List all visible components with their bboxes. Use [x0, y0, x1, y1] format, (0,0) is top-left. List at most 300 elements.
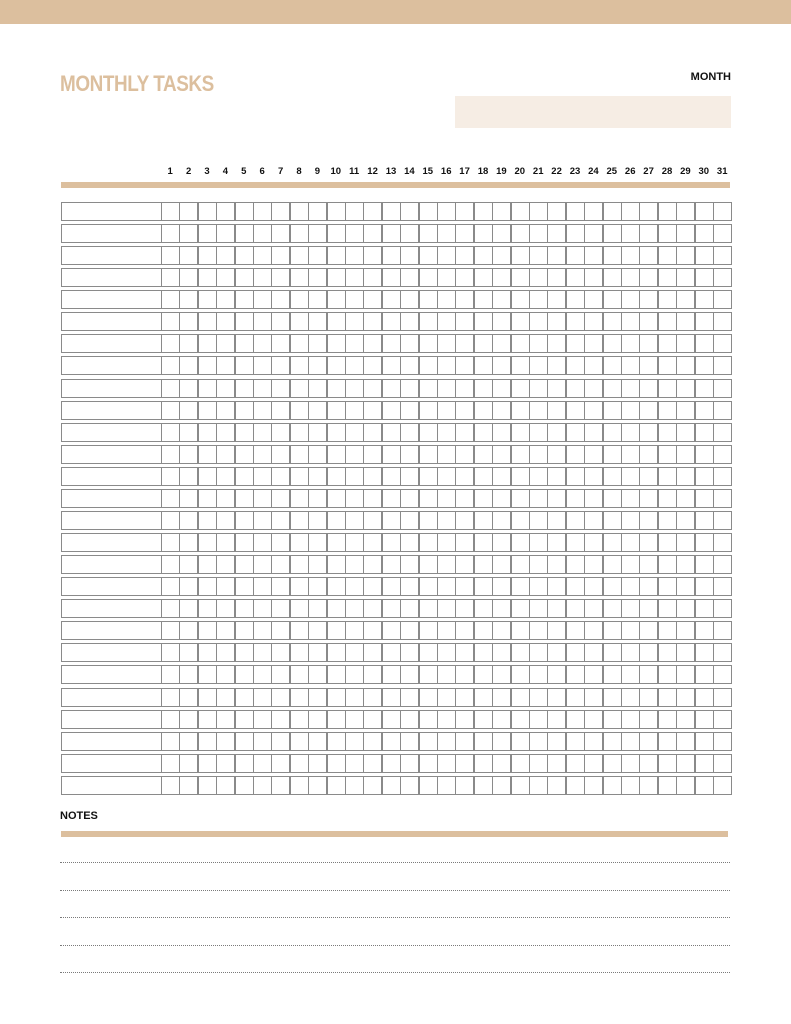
- day-checkbox-9[interactable]: [308, 688, 327, 707]
- day-checkbox-30[interactable]: [695, 290, 714, 309]
- day-checkbox-19[interactable]: [492, 379, 511, 398]
- day-checkbox-5[interactable]: [235, 732, 254, 751]
- day-checkbox-11[interactable]: [345, 555, 364, 574]
- task-name-cell[interactable]: [61, 643, 162, 662]
- day-checkbox-18[interactable]: [474, 312, 493, 331]
- day-checkbox-16[interactable]: [437, 710, 456, 729]
- day-checkbox-18[interactable]: [474, 643, 493, 662]
- day-checkbox-1[interactable]: [161, 665, 180, 684]
- day-checkbox-18[interactable]: [474, 423, 493, 442]
- day-checkbox-30[interactable]: [695, 312, 714, 331]
- day-checkbox-22[interactable]: [547, 754, 566, 773]
- day-checkbox-29[interactable]: [676, 555, 695, 574]
- task-name-cell[interactable]: [61, 754, 162, 773]
- day-checkbox-22[interactable]: [547, 224, 566, 243]
- day-checkbox-14[interactable]: [400, 445, 419, 464]
- day-checkbox-24[interactable]: [584, 467, 603, 486]
- day-checkbox-6[interactable]: [253, 621, 272, 640]
- day-checkbox-14[interactable]: [400, 379, 419, 398]
- day-checkbox-29[interactable]: [676, 379, 695, 398]
- day-checkbox-2[interactable]: [179, 710, 198, 729]
- day-checkbox-28[interactable]: [658, 467, 677, 486]
- day-checkbox-23[interactable]: [566, 511, 585, 530]
- day-checkbox-31[interactable]: [713, 401, 732, 420]
- day-checkbox-20[interactable]: [511, 665, 530, 684]
- day-checkbox-4[interactable]: [216, 489, 235, 508]
- day-checkbox-14[interactable]: [400, 224, 419, 243]
- day-checkbox-10[interactable]: [327, 621, 346, 640]
- day-checkbox-4[interactable]: [216, 732, 235, 751]
- day-checkbox-28[interactable]: [658, 732, 677, 751]
- day-checkbox-12[interactable]: [363, 489, 382, 508]
- day-checkbox-22[interactable]: [547, 379, 566, 398]
- day-checkbox-25[interactable]: [603, 621, 622, 640]
- day-checkbox-21[interactable]: [529, 511, 548, 530]
- day-checkbox-8[interactable]: [290, 776, 309, 795]
- day-checkbox-25[interactable]: [603, 599, 622, 618]
- day-checkbox-23[interactable]: [566, 621, 585, 640]
- day-checkbox-16[interactable]: [437, 688, 456, 707]
- day-checkbox-19[interactable]: [492, 665, 511, 684]
- day-checkbox-15[interactable]: [419, 246, 438, 265]
- day-checkbox-1[interactable]: [161, 290, 180, 309]
- day-checkbox-27[interactable]: [639, 621, 658, 640]
- task-name-cell[interactable]: [61, 246, 162, 265]
- day-checkbox-13[interactable]: [382, 401, 401, 420]
- day-checkbox-7[interactable]: [271, 445, 290, 464]
- day-checkbox-8[interactable]: [290, 401, 309, 420]
- day-checkbox-28[interactable]: [658, 290, 677, 309]
- day-checkbox-19[interactable]: [492, 202, 511, 221]
- task-name-cell[interactable]: [61, 334, 162, 353]
- day-checkbox-6[interactable]: [253, 688, 272, 707]
- day-checkbox-21[interactable]: [529, 489, 548, 508]
- day-checkbox-24[interactable]: [584, 202, 603, 221]
- day-checkbox-18[interactable]: [474, 356, 493, 375]
- day-checkbox-19[interactable]: [492, 688, 511, 707]
- day-checkbox-3[interactable]: [198, 202, 217, 221]
- day-checkbox-1[interactable]: [161, 710, 180, 729]
- day-checkbox-15[interactable]: [419, 511, 438, 530]
- day-checkbox-10[interactable]: [327, 290, 346, 309]
- day-checkbox-18[interactable]: [474, 599, 493, 618]
- day-checkbox-8[interactable]: [290, 710, 309, 729]
- day-checkbox-8[interactable]: [290, 290, 309, 309]
- day-checkbox-26[interactable]: [621, 268, 640, 287]
- day-checkbox-31[interactable]: [713, 423, 732, 442]
- day-checkbox-11[interactable]: [345, 356, 364, 375]
- day-checkbox-1[interactable]: [161, 643, 180, 662]
- day-checkbox-14[interactable]: [400, 599, 419, 618]
- day-checkbox-21[interactable]: [529, 379, 548, 398]
- day-checkbox-19[interactable]: [492, 268, 511, 287]
- day-checkbox-25[interactable]: [603, 401, 622, 420]
- day-checkbox-27[interactable]: [639, 577, 658, 596]
- day-checkbox-31[interactable]: [713, 533, 732, 552]
- day-checkbox-1[interactable]: [161, 423, 180, 442]
- day-checkbox-27[interactable]: [639, 334, 658, 353]
- day-checkbox-31[interactable]: [713, 268, 732, 287]
- day-checkbox-13[interactable]: [382, 268, 401, 287]
- day-checkbox-12[interactable]: [363, 533, 382, 552]
- day-checkbox-22[interactable]: [547, 688, 566, 707]
- day-checkbox-6[interactable]: [253, 577, 272, 596]
- day-checkbox-16[interactable]: [437, 754, 456, 773]
- day-checkbox-27[interactable]: [639, 688, 658, 707]
- month-input[interactable]: [455, 96, 731, 128]
- day-checkbox-21[interactable]: [529, 754, 548, 773]
- day-checkbox-31[interactable]: [713, 202, 732, 221]
- day-checkbox-15[interactable]: [419, 555, 438, 574]
- day-checkbox-24[interactable]: [584, 401, 603, 420]
- day-checkbox-10[interactable]: [327, 379, 346, 398]
- day-checkbox-9[interactable]: [308, 467, 327, 486]
- day-checkbox-9[interactable]: [308, 621, 327, 640]
- day-checkbox-20[interactable]: [511, 445, 530, 464]
- day-checkbox-21[interactable]: [529, 710, 548, 729]
- day-checkbox-8[interactable]: [290, 621, 309, 640]
- day-checkbox-20[interactable]: [511, 621, 530, 640]
- day-checkbox-22[interactable]: [547, 290, 566, 309]
- day-checkbox-27[interactable]: [639, 511, 658, 530]
- day-checkbox-1[interactable]: [161, 577, 180, 596]
- day-checkbox-26[interactable]: [621, 379, 640, 398]
- day-checkbox-21[interactable]: [529, 732, 548, 751]
- day-checkbox-7[interactable]: [271, 599, 290, 618]
- day-checkbox-23[interactable]: [566, 533, 585, 552]
- day-checkbox-25[interactable]: [603, 533, 622, 552]
- day-checkbox-12[interactable]: [363, 290, 382, 309]
- day-checkbox-29[interactable]: [676, 356, 695, 375]
- day-checkbox-18[interactable]: [474, 379, 493, 398]
- day-checkbox-24[interactable]: [584, 489, 603, 508]
- day-checkbox-16[interactable]: [437, 268, 456, 287]
- day-checkbox-5[interactable]: [235, 423, 254, 442]
- day-checkbox-28[interactable]: [658, 754, 677, 773]
- day-checkbox-15[interactable]: [419, 401, 438, 420]
- day-checkbox-19[interactable]: [492, 246, 511, 265]
- day-checkbox-27[interactable]: [639, 445, 658, 464]
- day-checkbox-10[interactable]: [327, 356, 346, 375]
- day-checkbox-1[interactable]: [161, 621, 180, 640]
- day-checkbox-28[interactable]: [658, 312, 677, 331]
- day-checkbox-17[interactable]: [455, 665, 474, 684]
- day-checkbox-11[interactable]: [345, 467, 364, 486]
- day-checkbox-12[interactable]: [363, 577, 382, 596]
- day-checkbox-2[interactable]: [179, 643, 198, 662]
- day-checkbox-24[interactable]: [584, 224, 603, 243]
- day-checkbox-24[interactable]: [584, 710, 603, 729]
- day-checkbox-26[interactable]: [621, 776, 640, 795]
- day-checkbox-19[interactable]: [492, 423, 511, 442]
- day-checkbox-31[interactable]: [713, 246, 732, 265]
- day-checkbox-13[interactable]: [382, 334, 401, 353]
- day-checkbox-27[interactable]: [639, 643, 658, 662]
- day-checkbox-21[interactable]: [529, 268, 548, 287]
- day-checkbox-19[interactable]: [492, 599, 511, 618]
- day-checkbox-25[interactable]: [603, 312, 622, 331]
- day-checkbox-14[interactable]: [400, 356, 419, 375]
- note-line[interactable]: [60, 862, 730, 863]
- day-checkbox-26[interactable]: [621, 710, 640, 729]
- day-checkbox-21[interactable]: [529, 665, 548, 684]
- day-checkbox-20[interactable]: [511, 710, 530, 729]
- day-checkbox-15[interactable]: [419, 688, 438, 707]
- day-checkbox-7[interactable]: [271, 643, 290, 662]
- day-checkbox-11[interactable]: [345, 665, 364, 684]
- day-checkbox-26[interactable]: [621, 445, 640, 464]
- day-checkbox-3[interactable]: [198, 732, 217, 751]
- day-checkbox-9[interactable]: [308, 268, 327, 287]
- day-checkbox-23[interactable]: [566, 643, 585, 662]
- day-checkbox-19[interactable]: [492, 224, 511, 243]
- day-checkbox-25[interactable]: [603, 688, 622, 707]
- day-checkbox-16[interactable]: [437, 621, 456, 640]
- day-checkbox-1[interactable]: [161, 599, 180, 618]
- day-checkbox-28[interactable]: [658, 599, 677, 618]
- day-checkbox-7[interactable]: [271, 621, 290, 640]
- day-checkbox-28[interactable]: [658, 202, 677, 221]
- day-checkbox-31[interactable]: [713, 334, 732, 353]
- day-checkbox-14[interactable]: [400, 467, 419, 486]
- day-checkbox-13[interactable]: [382, 776, 401, 795]
- day-checkbox-21[interactable]: [529, 577, 548, 596]
- day-checkbox-27[interactable]: [639, 665, 658, 684]
- day-checkbox-25[interactable]: [603, 577, 622, 596]
- day-checkbox-15[interactable]: [419, 268, 438, 287]
- day-checkbox-20[interactable]: [511, 754, 530, 773]
- day-checkbox-29[interactable]: [676, 246, 695, 265]
- day-checkbox-27[interactable]: [639, 224, 658, 243]
- day-checkbox-26[interactable]: [621, 290, 640, 309]
- day-checkbox-6[interactable]: [253, 268, 272, 287]
- day-checkbox-11[interactable]: [345, 312, 364, 331]
- day-checkbox-4[interactable]: [216, 290, 235, 309]
- day-checkbox-7[interactable]: [271, 224, 290, 243]
- day-checkbox-20[interactable]: [511, 577, 530, 596]
- day-checkbox-16[interactable]: [437, 445, 456, 464]
- day-checkbox-3[interactable]: [198, 379, 217, 398]
- day-checkbox-16[interactable]: [437, 423, 456, 442]
- day-checkbox-31[interactable]: [713, 776, 732, 795]
- day-checkbox-5[interactable]: [235, 776, 254, 795]
- day-checkbox-23[interactable]: [566, 710, 585, 729]
- day-checkbox-9[interactable]: [308, 445, 327, 464]
- day-checkbox-3[interactable]: [198, 356, 217, 375]
- day-checkbox-21[interactable]: [529, 533, 548, 552]
- day-checkbox-15[interactable]: [419, 710, 438, 729]
- day-checkbox-9[interactable]: [308, 423, 327, 442]
- day-checkbox-23[interactable]: [566, 754, 585, 773]
- day-checkbox-15[interactable]: [419, 224, 438, 243]
- day-checkbox-12[interactable]: [363, 511, 382, 530]
- day-checkbox-9[interactable]: [308, 202, 327, 221]
- day-checkbox-24[interactable]: [584, 511, 603, 530]
- day-checkbox-1[interactable]: [161, 379, 180, 398]
- day-checkbox-9[interactable]: [308, 511, 327, 530]
- day-checkbox-14[interactable]: [400, 732, 419, 751]
- day-checkbox-26[interactable]: [621, 555, 640, 574]
- day-checkbox-27[interactable]: [639, 467, 658, 486]
- day-checkbox-13[interactable]: [382, 511, 401, 530]
- day-checkbox-23[interactable]: [566, 599, 585, 618]
- day-checkbox-13[interactable]: [382, 489, 401, 508]
- task-name-cell[interactable]: [61, 312, 162, 331]
- day-checkbox-3[interactable]: [198, 621, 217, 640]
- task-name-cell[interactable]: [61, 401, 162, 420]
- day-checkbox-17[interactable]: [455, 489, 474, 508]
- day-checkbox-18[interactable]: [474, 688, 493, 707]
- day-checkbox-1[interactable]: [161, 202, 180, 221]
- day-checkbox-30[interactable]: [695, 621, 714, 640]
- day-checkbox-5[interactable]: [235, 312, 254, 331]
- day-checkbox-13[interactable]: [382, 290, 401, 309]
- day-checkbox-1[interactable]: [161, 401, 180, 420]
- day-checkbox-31[interactable]: [713, 445, 732, 464]
- day-checkbox-6[interactable]: [253, 555, 272, 574]
- day-checkbox-20[interactable]: [511, 356, 530, 375]
- day-checkbox-7[interactable]: [271, 379, 290, 398]
- day-checkbox-4[interactable]: [216, 401, 235, 420]
- day-checkbox-28[interactable]: [658, 224, 677, 243]
- day-checkbox-28[interactable]: [658, 246, 677, 265]
- day-checkbox-26[interactable]: [621, 312, 640, 331]
- day-checkbox-5[interactable]: [235, 643, 254, 662]
- day-checkbox-21[interactable]: [529, 445, 548, 464]
- day-checkbox-8[interactable]: [290, 423, 309, 442]
- day-checkbox-8[interactable]: [290, 202, 309, 221]
- day-checkbox-28[interactable]: [658, 555, 677, 574]
- day-checkbox-24[interactable]: [584, 533, 603, 552]
- day-checkbox-16[interactable]: [437, 334, 456, 353]
- day-checkbox-22[interactable]: [547, 599, 566, 618]
- day-checkbox-29[interactable]: [676, 643, 695, 662]
- day-checkbox-28[interactable]: [658, 577, 677, 596]
- day-checkbox-7[interactable]: [271, 555, 290, 574]
- day-checkbox-28[interactable]: [658, 423, 677, 442]
- day-checkbox-4[interactable]: [216, 268, 235, 287]
- day-checkbox-23[interactable]: [566, 776, 585, 795]
- day-checkbox-26[interactable]: [621, 643, 640, 662]
- day-checkbox-22[interactable]: [547, 467, 566, 486]
- day-checkbox-5[interactable]: [235, 401, 254, 420]
- day-checkbox-25[interactable]: [603, 776, 622, 795]
- day-checkbox-27[interactable]: [639, 202, 658, 221]
- day-checkbox-12[interactable]: [363, 621, 382, 640]
- day-checkbox-15[interactable]: [419, 356, 438, 375]
- day-checkbox-4[interactable]: [216, 511, 235, 530]
- day-checkbox-22[interactable]: [547, 555, 566, 574]
- day-checkbox-20[interactable]: [511, 776, 530, 795]
- day-checkbox-24[interactable]: [584, 445, 603, 464]
- day-checkbox-3[interactable]: [198, 710, 217, 729]
- day-checkbox-13[interactable]: [382, 665, 401, 684]
- day-checkbox-14[interactable]: [400, 246, 419, 265]
- task-name-cell[interactable]: [61, 577, 162, 596]
- day-checkbox-23[interactable]: [566, 445, 585, 464]
- day-checkbox-31[interactable]: [713, 688, 732, 707]
- day-checkbox-29[interactable]: [676, 445, 695, 464]
- day-checkbox-6[interactable]: [253, 665, 272, 684]
- day-checkbox-17[interactable]: [455, 379, 474, 398]
- day-checkbox-16[interactable]: [437, 776, 456, 795]
- day-checkbox-5[interactable]: [235, 621, 254, 640]
- task-name-cell[interactable]: [61, 599, 162, 618]
- day-checkbox-19[interactable]: [492, 334, 511, 353]
- day-checkbox-21[interactable]: [529, 423, 548, 442]
- day-checkbox-21[interactable]: [529, 467, 548, 486]
- day-checkbox-14[interactable]: [400, 776, 419, 795]
- day-checkbox-28[interactable]: [658, 268, 677, 287]
- day-checkbox-25[interactable]: [603, 224, 622, 243]
- day-checkbox-26[interactable]: [621, 202, 640, 221]
- day-checkbox-18[interactable]: [474, 665, 493, 684]
- day-checkbox-17[interactable]: [455, 290, 474, 309]
- day-checkbox-26[interactable]: [621, 423, 640, 442]
- day-checkbox-27[interactable]: [639, 776, 658, 795]
- day-checkbox-4[interactable]: [216, 555, 235, 574]
- day-checkbox-10[interactable]: [327, 467, 346, 486]
- day-checkbox-22[interactable]: [547, 511, 566, 530]
- day-checkbox-6[interactable]: [253, 290, 272, 309]
- day-checkbox-21[interactable]: [529, 356, 548, 375]
- day-checkbox-3[interactable]: [198, 290, 217, 309]
- day-checkbox-21[interactable]: [529, 312, 548, 331]
- day-checkbox-5[interactable]: [235, 489, 254, 508]
- day-checkbox-22[interactable]: [547, 312, 566, 331]
- day-checkbox-23[interactable]: [566, 379, 585, 398]
- day-checkbox-13[interactable]: [382, 224, 401, 243]
- day-checkbox-25[interactable]: [603, 710, 622, 729]
- day-checkbox-4[interactable]: [216, 577, 235, 596]
- day-checkbox-15[interactable]: [419, 643, 438, 662]
- day-checkbox-5[interactable]: [235, 577, 254, 596]
- day-checkbox-12[interactable]: [363, 334, 382, 353]
- day-checkbox-10[interactable]: [327, 445, 346, 464]
- day-checkbox-19[interactable]: [492, 732, 511, 751]
- day-checkbox-13[interactable]: [382, 599, 401, 618]
- day-checkbox-15[interactable]: [419, 489, 438, 508]
- day-checkbox-9[interactable]: [308, 246, 327, 265]
- day-checkbox-9[interactable]: [308, 665, 327, 684]
- day-checkbox-5[interactable]: [235, 688, 254, 707]
- day-checkbox-24[interactable]: [584, 621, 603, 640]
- day-checkbox-5[interactable]: [235, 202, 254, 221]
- day-checkbox-14[interactable]: [400, 754, 419, 773]
- day-checkbox-15[interactable]: [419, 533, 438, 552]
- day-checkbox-10[interactable]: [327, 401, 346, 420]
- day-checkbox-22[interactable]: [547, 445, 566, 464]
- day-checkbox-18[interactable]: [474, 224, 493, 243]
- day-checkbox-8[interactable]: [290, 665, 309, 684]
- day-checkbox-16[interactable]: [437, 290, 456, 309]
- day-checkbox-4[interactable]: [216, 621, 235, 640]
- day-checkbox-1[interactable]: [161, 533, 180, 552]
- day-checkbox-14[interactable]: [400, 577, 419, 596]
- day-checkbox-18[interactable]: [474, 754, 493, 773]
- day-checkbox-29[interactable]: [676, 268, 695, 287]
- day-checkbox-2[interactable]: [179, 268, 198, 287]
- day-checkbox-2[interactable]: [179, 688, 198, 707]
- day-checkbox-19[interactable]: [492, 401, 511, 420]
- day-checkbox-30[interactable]: [695, 643, 714, 662]
- day-checkbox-16[interactable]: [437, 732, 456, 751]
- day-checkbox-24[interactable]: [584, 776, 603, 795]
- note-line[interactable]: [60, 972, 730, 973]
- day-checkbox-3[interactable]: [198, 246, 217, 265]
- day-checkbox-24[interactable]: [584, 379, 603, 398]
- day-checkbox-1[interactable]: [161, 467, 180, 486]
